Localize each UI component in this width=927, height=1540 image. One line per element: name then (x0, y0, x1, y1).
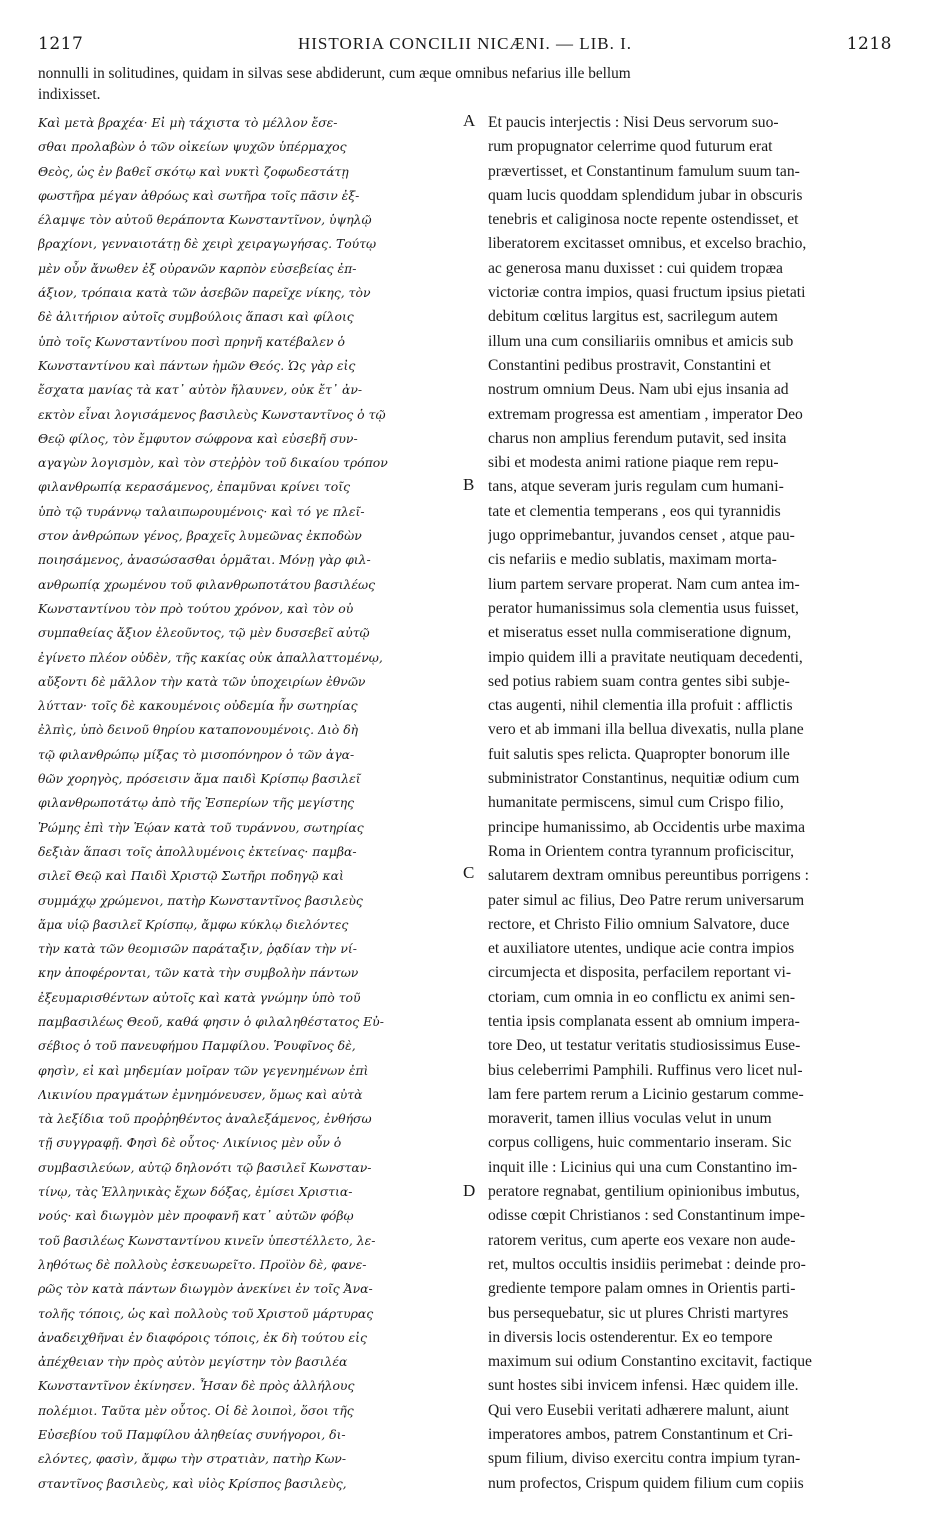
greek-text-line: κην ἀποφέρονται, τῶν κατὰ τὴν συμβολὴν πάντων (38, 965, 359, 981)
greek-text-line: σιλεῖ Θεῷ καὶ Παιδὶ Χριστῷ Σωτῆρι ποδηγῷ καὶ (38, 868, 344, 884)
latin-text-line: peratore regnabat, gentilium opinionibus imbutus, (488, 1183, 800, 1201)
latin-text-line: tore Deo, ut testatur veritatis studiosissimus Euse- (488, 1037, 801, 1055)
greek-text-line: τολῆς τόποις, ὡς καὶ πολλοὺς τοῦ Χριστοῦ μάρτυρας (38, 1305, 374, 1321)
greek-text-line: σταντῖνος βασιλεὺς, καὶ υἱὸς Κρίσπος βασιλεὺς, (38, 1475, 347, 1491)
latin-text-line: humanitate permiscens, simul cum Crispo filio, (488, 794, 784, 812)
greek-text-line: ὑπὸ τῷ τυράννῳ ταλαιπωρουμένοις· καὶ τό γε πλεῖ- (38, 503, 365, 519)
greek-text-line: Λικινίου πραγμάτων ἐμνημόνευσεν, ὅμως καὶ αὐτὰ (38, 1086, 363, 1102)
latin-text-line: imperatores ambos, patrem Constantinum et Cri- (488, 1426, 793, 1444)
latin-text-line: impio quidem illi a pravitate neutiquam decedenti, (488, 648, 803, 666)
latin-text-line: prævertisset, et Constantinum famulum suum tan- (488, 162, 800, 180)
latin-text-line: illum una cum consiliariis omnibus et amicis sub (488, 332, 794, 350)
greek-text-line: Θεὸς, ὡς ἐν βαθεῖ σκότῳ καὶ νυκτὶ ζοφωδεστάτῃ (38, 163, 349, 179)
latin-text-line: extremam progressa est amentiam , imperator Deo (488, 405, 803, 423)
latin-text-line: Qui vero Eusebii veritati adhærere malunt, aiunt (488, 1401, 789, 1419)
latin-text-line: corpus colligens, huic commentario inseram. Sic (488, 1134, 792, 1152)
section-marker-c: C (463, 863, 475, 882)
page (38, 34, 892, 1496)
greek-text-line: σθαι προλαβὼν ὁ τῶν οἰκείων ψυχῶν ὑπέρμαχος (38, 139, 347, 155)
greek-text-line: ἔσχατα μανίας τὰ κατ᾽ αὐτὸν ἤλαυνεν, οὐκ ἔτ᾽ ἀν- (38, 382, 363, 398)
greek-text-line: δὲ ἀλιτήριον αὐτοῖς συμβούλοις ἅπασι καὶ φίλοις (38, 309, 354, 325)
latin-text-line: debitum cœlitus largitus est, sacrilegum autem (488, 308, 778, 326)
greek-text-line: φωστῆρα μέγαν ἀθρόως καὶ σωτῆρα τοῖς πᾶσιν ἐξ- (38, 187, 360, 203)
latin-text-line: nostrum omnium Deus. Nam ubi ejus insania ad (488, 381, 789, 399)
greek-text-line: τὰ λεξίδια τοῦ προῤῥηθέντος ἀναλεξάμενος, ἐνθήσω (38, 1111, 372, 1127)
latin-text-line: circumjecta et disposita, perfacilem reportant vi- (488, 964, 792, 982)
greek-text-line: εκτὸν εἶναι λογισάμενος βασιλεὺς Κωνσταντῖνος ὁ τῷ (38, 406, 386, 422)
latin-text-line: num profectos, Crispum quidem filium cum copiis (488, 1474, 804, 1492)
latin-text-line: in diversis locis ostenderentur. Ex eo tempore (488, 1328, 773, 1346)
greek-text-line: Ῥώμης ἐπὶ τὴν Ἑῴαν κατὰ τοῦ τυράννου, σωτηρίας (38, 819, 364, 835)
latin-text-line: rectore, et Christo Filio omnium Salvatore, duce (488, 915, 790, 933)
running-header (38, 34, 892, 62)
greek-text-line: ελόντες, φασὶν, ἄμφω τὴν στρατιὰν, πατὴρ Κων- (38, 1451, 347, 1467)
latin-text-line: ratorem veritus, cum aperte eos vexare non aude- (488, 1231, 796, 1249)
greek-text-line: Εὐσεβίου τοῦ Παμφίλου ἀληθείας συνήγοροι, δι- (38, 1427, 346, 1443)
latin-text-line: liberatorem excitasset omnibus, et excelso brachio, (488, 235, 807, 253)
greek-text-line: τὴν κατὰ τῶν θεομισῶν παράταξιν, ῥᾳδίαν τὴν νί- (38, 941, 357, 957)
latin-text-line: ctas augenti, nihil clementia illa profuit : afflictis (488, 697, 793, 715)
greek-text-line: τῇ συγγραφῇ. Φησὶ δὲ οὗτος· Λικίνιος μὲν οὖν ὁ (38, 1135, 342, 1151)
greek-text-line: ἐλπὶς, ὑπὸ δεινοῦ θηρίου καταπονουμένοις. Διὸ δὴ (38, 722, 359, 738)
greek-text-line: έλαμψε τὸν αὐτοῦ θεράποντα Κωνσταντῖνον, ὑψηλῷ (38, 212, 372, 228)
greek-text-line: στον ἀνθρώπων γένος, βραχεῖς λυμεῶνας ἐκποδὼν (38, 528, 362, 544)
greek-text-line: μὲν οὖν ἄνωθεν ἐξ οὐρανῶν καρπὸν εὐσεβείας ἐπ- (38, 260, 357, 276)
left-page-number: 1217 (38, 34, 84, 54)
latin-text-line: jugo opprimebantur, juvandos censet , atque pau- (488, 527, 795, 545)
greek-text-line: ἐγίνετο πλέον οὐδὲν, τῆς κακίας οὐκ ἀπαλλαττομένῳ, (38, 649, 383, 665)
intro-line: nonnulli in solitudines, quidam in silvas sese abdiderunt, cum æque omnibus nefarius ille bellum (38, 65, 631, 82)
greek-column (38, 111, 460, 1496)
latin-column (488, 111, 892, 1496)
greek-text-line: ἐξευμαρισθέντων αὐτοῖς καὶ κατὰ γνώμην ὑπὸ τοῦ (38, 989, 361, 1005)
greek-text-line: φιλανθρωπίᾳ κερασάμενος, ἐπαμῦναι κρίνει τοῖς (38, 479, 351, 495)
latin-text-line: tenebris et caliginosa nocte repente ostendisset, et (488, 211, 799, 229)
latin-text-line: bius celeberrimi Pamphili. Ruffinus vero licet nul- (488, 1061, 803, 1079)
greek-text-line: τίνῳ, τὰς Ἑλληνικὰς ἔχων δόξας, ἐμίσει Χριστια- (38, 1184, 353, 1200)
latin-text-line: sibi et modesta animi ratione piaque rem repu- (488, 454, 779, 472)
latin-text-line: vero et ab immani illa bellua divexatis, nulla plane (488, 721, 804, 739)
greek-text-line: άξιον, τρόπαια κατὰ τῶν ἀσεβῶν παρεῖχε νίκης, τὸν (38, 285, 371, 301)
latin-text-line: ac generosa manu duxisset : cui quidem tropæa (488, 259, 783, 277)
latin-text-line: charus non amplius ferendum putavit, sed insita (488, 429, 787, 447)
latin-text-line: salutarem dextram omnibus pereuntibus porrigens : (488, 867, 809, 885)
greek-text-line: ποιησάμενος, ἀνασώσασθαι ὁρμᾶται. Μόνῃ γὰρ φιλ- (38, 552, 371, 568)
greek-text-line: ληθότως δὲ πολλοὺς ἐσκευωρεῖτο. Προϊὸν δὲ, φανε- (38, 1256, 367, 1272)
latin-text-line: maximum sui odium Constantino excitavit, factique (488, 1353, 812, 1371)
greek-text-line: θῶν χορηγὸς, πρόσεισιν ἅμα παιδὶ Κρίσπῳ βασιλεῖ (38, 771, 361, 787)
greek-text-line: Θεῷ φίλος, τὸν ἔμφυτον σώφρονα καὶ εὐσεβῆ συν- (38, 430, 358, 446)
greek-text-line: ὑπὸ τοῖς Κωνσταντίνου ποσὶ πρηνῆ κατέβαλεν ὁ (38, 333, 345, 349)
greek-text-line: δεξιὰν ἅπασι τοῖς ἀπολλυμένοις ἐκτείνας· παμβα- (38, 843, 357, 859)
latin-text-line: pater simul ac filius, Deo Patre rerum universarum (488, 891, 805, 909)
section-marker-b: B (463, 475, 475, 494)
latin-text-line: lam fere partem rerum a Licinio gestarum comme- (488, 1085, 804, 1103)
greek-text-line: σέβιος ὁ τοῦ πανευφήμου Παμφίλου. Ῥουφῖνος δὲ, (38, 1038, 356, 1054)
section-marker-a: A (463, 111, 476, 130)
greek-text-line: φιλανθρωποτάτῳ ἀπὸ τῆς Ἑσπερίων τῆς μεγίστης (38, 795, 355, 811)
latin-text-line: Constantini pedibus prostravit, Constantini et (488, 356, 771, 374)
two-column-body (38, 111, 892, 1496)
greek-text-line: τοῦ βασιλέως Κωνσταντίνου κινεῖν ὑπεστέλλετο, λε- (38, 1232, 376, 1248)
latin-text-line: ret, multos occultis insidiis perimebat : deinde pro- (488, 1255, 806, 1273)
latin-text-line: et auxiliatore utentes, undique acie contra impios (488, 940, 795, 958)
latin-text-line: lium partem servare properat. Nam cum antea im- (488, 575, 800, 593)
latin-text-line: quam lucis quoddam splendidum jubar in obscuris (488, 186, 803, 204)
intro-line: indixisset. (38, 85, 101, 103)
latin-text-line: et miseratus esset nulla commiseratione dignum, (488, 624, 792, 642)
intro-paragraph (38, 64, 892, 105)
latin-text-line: principe humanissimo, ab Occidentis urbe maxima (488, 818, 805, 836)
latin-text-line: ctoriam, cum omnia in eo conflictu ex animi sen- (488, 988, 796, 1006)
greek-text-line: ἀναδειχθῆναι ἐν διαφόροις τόποις, ἐκ δὴ τούτου εἰς (38, 1329, 367, 1345)
latin-text-line: odisse cœpit Christianos : sed Constantinum impe- (488, 1207, 806, 1225)
greek-text-line: ρῶς τὸν κατὰ πάντων διωγμὸν ἀνεκίνει ἐν τοῖς Ἀνα- (38, 1281, 373, 1297)
latin-text-line: spum filium, diviso exercitu contra impium tyran- (488, 1450, 801, 1468)
greek-text-line: φησὶν, εἰ καὶ μηδεμίαν μοῖραν τῶν γεγενημένων ἐπὶ (38, 1062, 369, 1078)
latin-text-line: tentia ipsis complanata essent ab omnium impera- (488, 1012, 800, 1030)
latin-text-line: Roma in Orientem contra tyrannum proficiscitur, (488, 842, 794, 860)
greek-text-line: αὔξοντι δὲ μᾶλλον τὴν κατὰ τῶν ὑποχειρίων ἐθνῶν (38, 673, 366, 689)
latin-text-line: grediente tempore palam omnes in Orientis parti- (488, 1280, 796, 1298)
latin-text-line: inquit ille : Licinius qui una cum Constantino im- (488, 1158, 798, 1176)
greek-text-line: συμβασιλεύων, αὐτῷ δηλονότι τῷ βασιλεῖ Κωνσταν- (38, 1159, 372, 1175)
section-marker-d: D (463, 1181, 476, 1200)
latin-text-line: sunt hostes sibi invicem infensi. Hæc quidem ille. (488, 1377, 799, 1395)
latin-text-line: fuit salutis spes relicta. Quapropter bonorum ille (488, 745, 790, 763)
running-title: HISTORIA CONCILII NICÆNI. — LIB. I. (297, 34, 633, 53)
greek-text-line: παμβασιλέως Θεοῦ, καθά φησιν ὁ φιλαληθέστατος Εὐ- (38, 1013, 384, 1029)
latin-text-line: tans, atque severam juris regulam cum humani- (488, 478, 784, 496)
latin-text-line: cis nefariis e medio sublatis, maximam morta- (488, 551, 777, 569)
greek-text-line: ἀπέχθειαν τὴν πρὸς αὐτὸν μεγίστην τὸν βασιλέα (38, 1354, 348, 1370)
greek-text-line: ανθρωπίᾳ χρωμένου τοῦ φιλανθρωποτάτου βασιλέως (38, 576, 376, 592)
greek-text-line: Κωνσταντίνου καὶ πάντων ἡμῶν Θεός. Ὡς γὰρ εἰς (38, 357, 356, 373)
greek-text-line: Κωνσταντίνου τὸν πρὸ τούτου χρόνον, καὶ τὸν οὐ (38, 600, 354, 616)
latin-text-line: victoriæ contra impios, quasi fructum ipsius pietati (488, 284, 806, 302)
latin-text-line: subministrator Constantinus, nequitiæ odium cum (488, 770, 800, 788)
latin-text-line: bus persequebatur, sic ut plures Christi martyres (488, 1304, 789, 1322)
greek-text-line: πολέμιοι. Ταῦτα μὲν οὗτος. Οἱ δὲ λοιποὶ, ὅσοι τῆς (38, 1402, 354, 1418)
greek-text-line: ἅμα υἱῷ βασιλεῖ Κρίσπῳ, ἄμφω κύκλῳ διελόντες (38, 916, 349, 932)
latin-text-line: rum propugnator celerrime quod futurum erat (488, 138, 773, 156)
latin-text-line: sed potius rabiem suam contra gentes sibi subje- (488, 672, 790, 690)
right-page-number: 1218 (846, 34, 892, 54)
greek-text-line: αγαγὼν λογισμὸν, καὶ τὸν στεῤῥὸν τοῦ δικαίου τρόπον (38, 455, 388, 471)
greek-text-line: λύτταν· τοῖς δὲ κακουμένοις οὐδεμία ἦν σωτηρίας (38, 698, 358, 714)
greek-text-line: Καὶ μετὰ βραχέα· Εἰ μὴ τάχιστα τὸ μέλλον ἔσε- (38, 115, 338, 130)
greek-text-line: συμπαθείας ἄξιον ἐλεοῦντος, τῷ μὲν δυσσεβεῖ αὐτῷ (38, 625, 370, 641)
latin-text-line: moraverit, tamen illius voculas velut in unum (488, 1110, 772, 1128)
latin-text-line: Et paucis interjectis : Nisi Deus servorum suo- (488, 114, 779, 131)
greek-text-line: Κωνσταντῖνον ἐκίνησεν. Ἦσαν δὲ πρὸς ἀλλήλους (38, 1378, 355, 1394)
greek-text-line: νούς· καὶ διωγμὸν μὲν προφανῆ κατ᾽ αὐτῶν φόβῳ (38, 1208, 354, 1224)
latin-text-line: perator humanissimus sola clementia usus fuisset, (488, 599, 799, 617)
greek-text-line: τῷ φιλανθρώπῳ μίξας τὸ μισοπόνηρον ὁ τῶν ἀγα- (38, 746, 355, 762)
latin-text-line: tate et clementia temperans , eos qui tyrannidis (488, 502, 781, 520)
greek-text-line: συμμάχῳ χρώμενοι, πατὴρ Κωνσταντῖνος βασιλεὺς (38, 892, 363, 908)
greek-text-line: βραχίονι, γενναιοτάτῃ δὲ χειρὶ χειραγωγήσας. Τούτῳ (38, 236, 377, 252)
